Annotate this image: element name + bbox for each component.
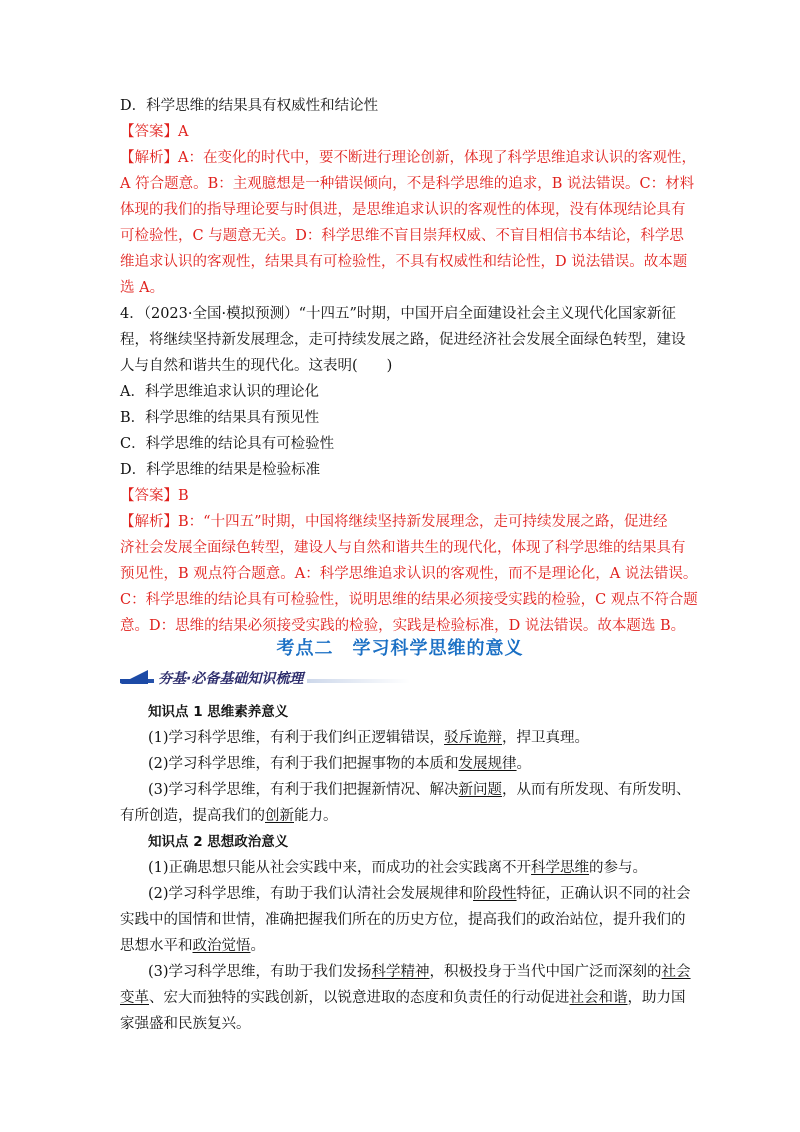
blank-answer: 科学精神 [371, 964, 430, 980]
banner-label: 夯基·必备基础知识梳理 [154, 668, 307, 688]
text: (3)学习科学思维，有利于我们把握新情况、解决 [148, 782, 459, 798]
kp2-item-3 [148, 962, 691, 982]
q4-analysis-line: 济社会发展全面绿色转型，建设人与自然和谐共生的现代化，体现了科学思维的结果具有 [120, 540, 686, 556]
text: 有所创造，提高我们的 [120, 808, 265, 824]
kp2-item-2-cont: 实践中的国情和世情，准确把握我们所在的历史方位，提高我们的政治站位，提升我们的 [120, 912, 686, 928]
text: (1)正确思想只能从社会实践中来，而成功的社会实践离不开 [148, 860, 532, 876]
kp2-item-3-cont [120, 988, 686, 1008]
q4-analysis-line: 意。D：思维的结果必须接受实践的检验，实践是检验标准，D 说法错误。故本题选 B。 [120, 618, 686, 634]
blank-answer: 变革 [120, 990, 149, 1006]
text: (3)学习科学思维，有助于我们发扬 [148, 964, 372, 980]
q3-analysis-line: 选 A。 [120, 280, 165, 296]
kp2-item-2-cont [120, 936, 265, 956]
q3-answer: 【答案】A [120, 124, 189, 140]
q4-option-a: A．科学思维追求认识的理论化 [120, 384, 319, 400]
text: 思想水平和 [120, 938, 193, 954]
q4-answer: 【答案】B [120, 488, 189, 504]
q3-analysis-line: 【解析】A：在变化的时代中，要不断进行理论创新，体现了科学思维追求认识的客观性， [120, 150, 696, 166]
blank-answer: 阶段性 [473, 886, 517, 902]
text: ，捍卫真理。 [502, 730, 590, 746]
banner-triangle-icon [120, 670, 148, 684]
q4-stem-line: 4．（2023·全国·模拟预测）“十四五”时期，中国开启全面建设社会主义现代化国家新征 [120, 306, 676, 322]
q3-analysis-line: 可检验性，C 与题意无关。D：科学思维不盲目崇拜权威、不盲目相信书本结论，科学思 [120, 228, 684, 244]
kp2-item-3-cont: 家强盛和民族复兴。 [120, 1016, 251, 1032]
blank-answer: 社会 [661, 964, 691, 980]
kp1-title: 知识点 1 思维素养意义 [148, 704, 289, 720]
q4-stem-line: 人与自然和谐共生的现代化。这表明( ) [120, 358, 393, 374]
kp2-item-1 [148, 858, 647, 878]
blank-answer: 科学思维 [531, 860, 590, 876]
q3-analysis-line: 维追求认识的客观性，结果具有可检验性，不具有权威性和结论性，D 说法错误。故本题 [120, 254, 688, 270]
q4-option-c: C．科学思维的结论具有可检验性 [120, 436, 335, 452]
section-banner [120, 668, 410, 690]
kp1-item-1 [148, 728, 589, 748]
text: 、宏大而独特的实践创新，以锐意进取的态度和负责任的行动促进 [149, 990, 570, 1006]
kp1-item-3 [148, 780, 691, 800]
section-title: 考点二 学习科学思维的意义 [276, 638, 524, 659]
q4-stem-line: 程，将继续坚持新发展理念，走可持续发展之路，促进经济社会发展全面绿色转型，建设 [120, 332, 686, 348]
q4-analysis-line: 【解析】B：“十四五”时期，中国将继续坚持新发展理念，走可持续发展之路，促进经 [120, 514, 668, 530]
q4-analysis-line: 预见性，B 观点符合题意。A：科学思维追求认识的客观性，而不是理论化，A 说法错误。 [120, 566, 698, 582]
blank-answer: 驳斥诡辩 [444, 730, 503, 746]
blank-answer: 新问题 [458, 782, 503, 798]
text: 能力。 [294, 808, 338, 824]
text: ，从而有所发现、有所发明、 [502, 782, 691, 798]
text: (2)学习科学思维，有利于我们把握事物的本质和 [148, 756, 459, 772]
text: 的参与。 [589, 860, 648, 876]
q4-option-b: B．科学思维的结果具有预见性 [120, 410, 320, 426]
q3-analysis-line: 体现的我们的指导理论要与时俱进，是思维追求认识的客观性的体现，没有体现结论具有 [120, 202, 686, 218]
q3-analysis-line: A 符合题意。B：主观臆想是一种错误倾向，不是科学思维的追求，B 说法错误。C：材料 [120, 176, 695, 192]
text: 。 [516, 756, 532, 772]
q4-option-d: D．科学思维的结果是检验标准 [120, 462, 321, 478]
q3-option-d: D．科学思维的结果具有权威性和结论性 [120, 98, 379, 114]
blank-answer: 社会和谐 [569, 990, 628, 1006]
kp2-item-2 [148, 884, 691, 904]
kp2-title: 知识点 2 思想政治意义 [148, 834, 289, 850]
blank-answer: 发展规律 [458, 756, 517, 772]
blank-answer: 创新 [265, 808, 294, 824]
blank-answer: 政治觉悟 [192, 938, 251, 954]
kp1-item-3-cont [120, 806, 338, 826]
text: 特征，正确认识不同的社会 [516, 886, 691, 902]
text: (1)学习科学思维，有利于我们纠正逻辑错误， [148, 730, 445, 746]
kp1-item-2 [148, 754, 531, 774]
text: ，积极投身于当代中国广泛而深刻的 [429, 964, 662, 980]
text: ，助力国 [627, 990, 686, 1006]
text: (2)学习科学思维，有助于我们认清社会发展规律和 [148, 886, 474, 902]
text: 。 [250, 938, 265, 954]
q4-analysis-line: C：科学思维的结论具有可检验性，说明思维的结果必须接受实践的检验，C 观点不符合题 [120, 592, 698, 608]
